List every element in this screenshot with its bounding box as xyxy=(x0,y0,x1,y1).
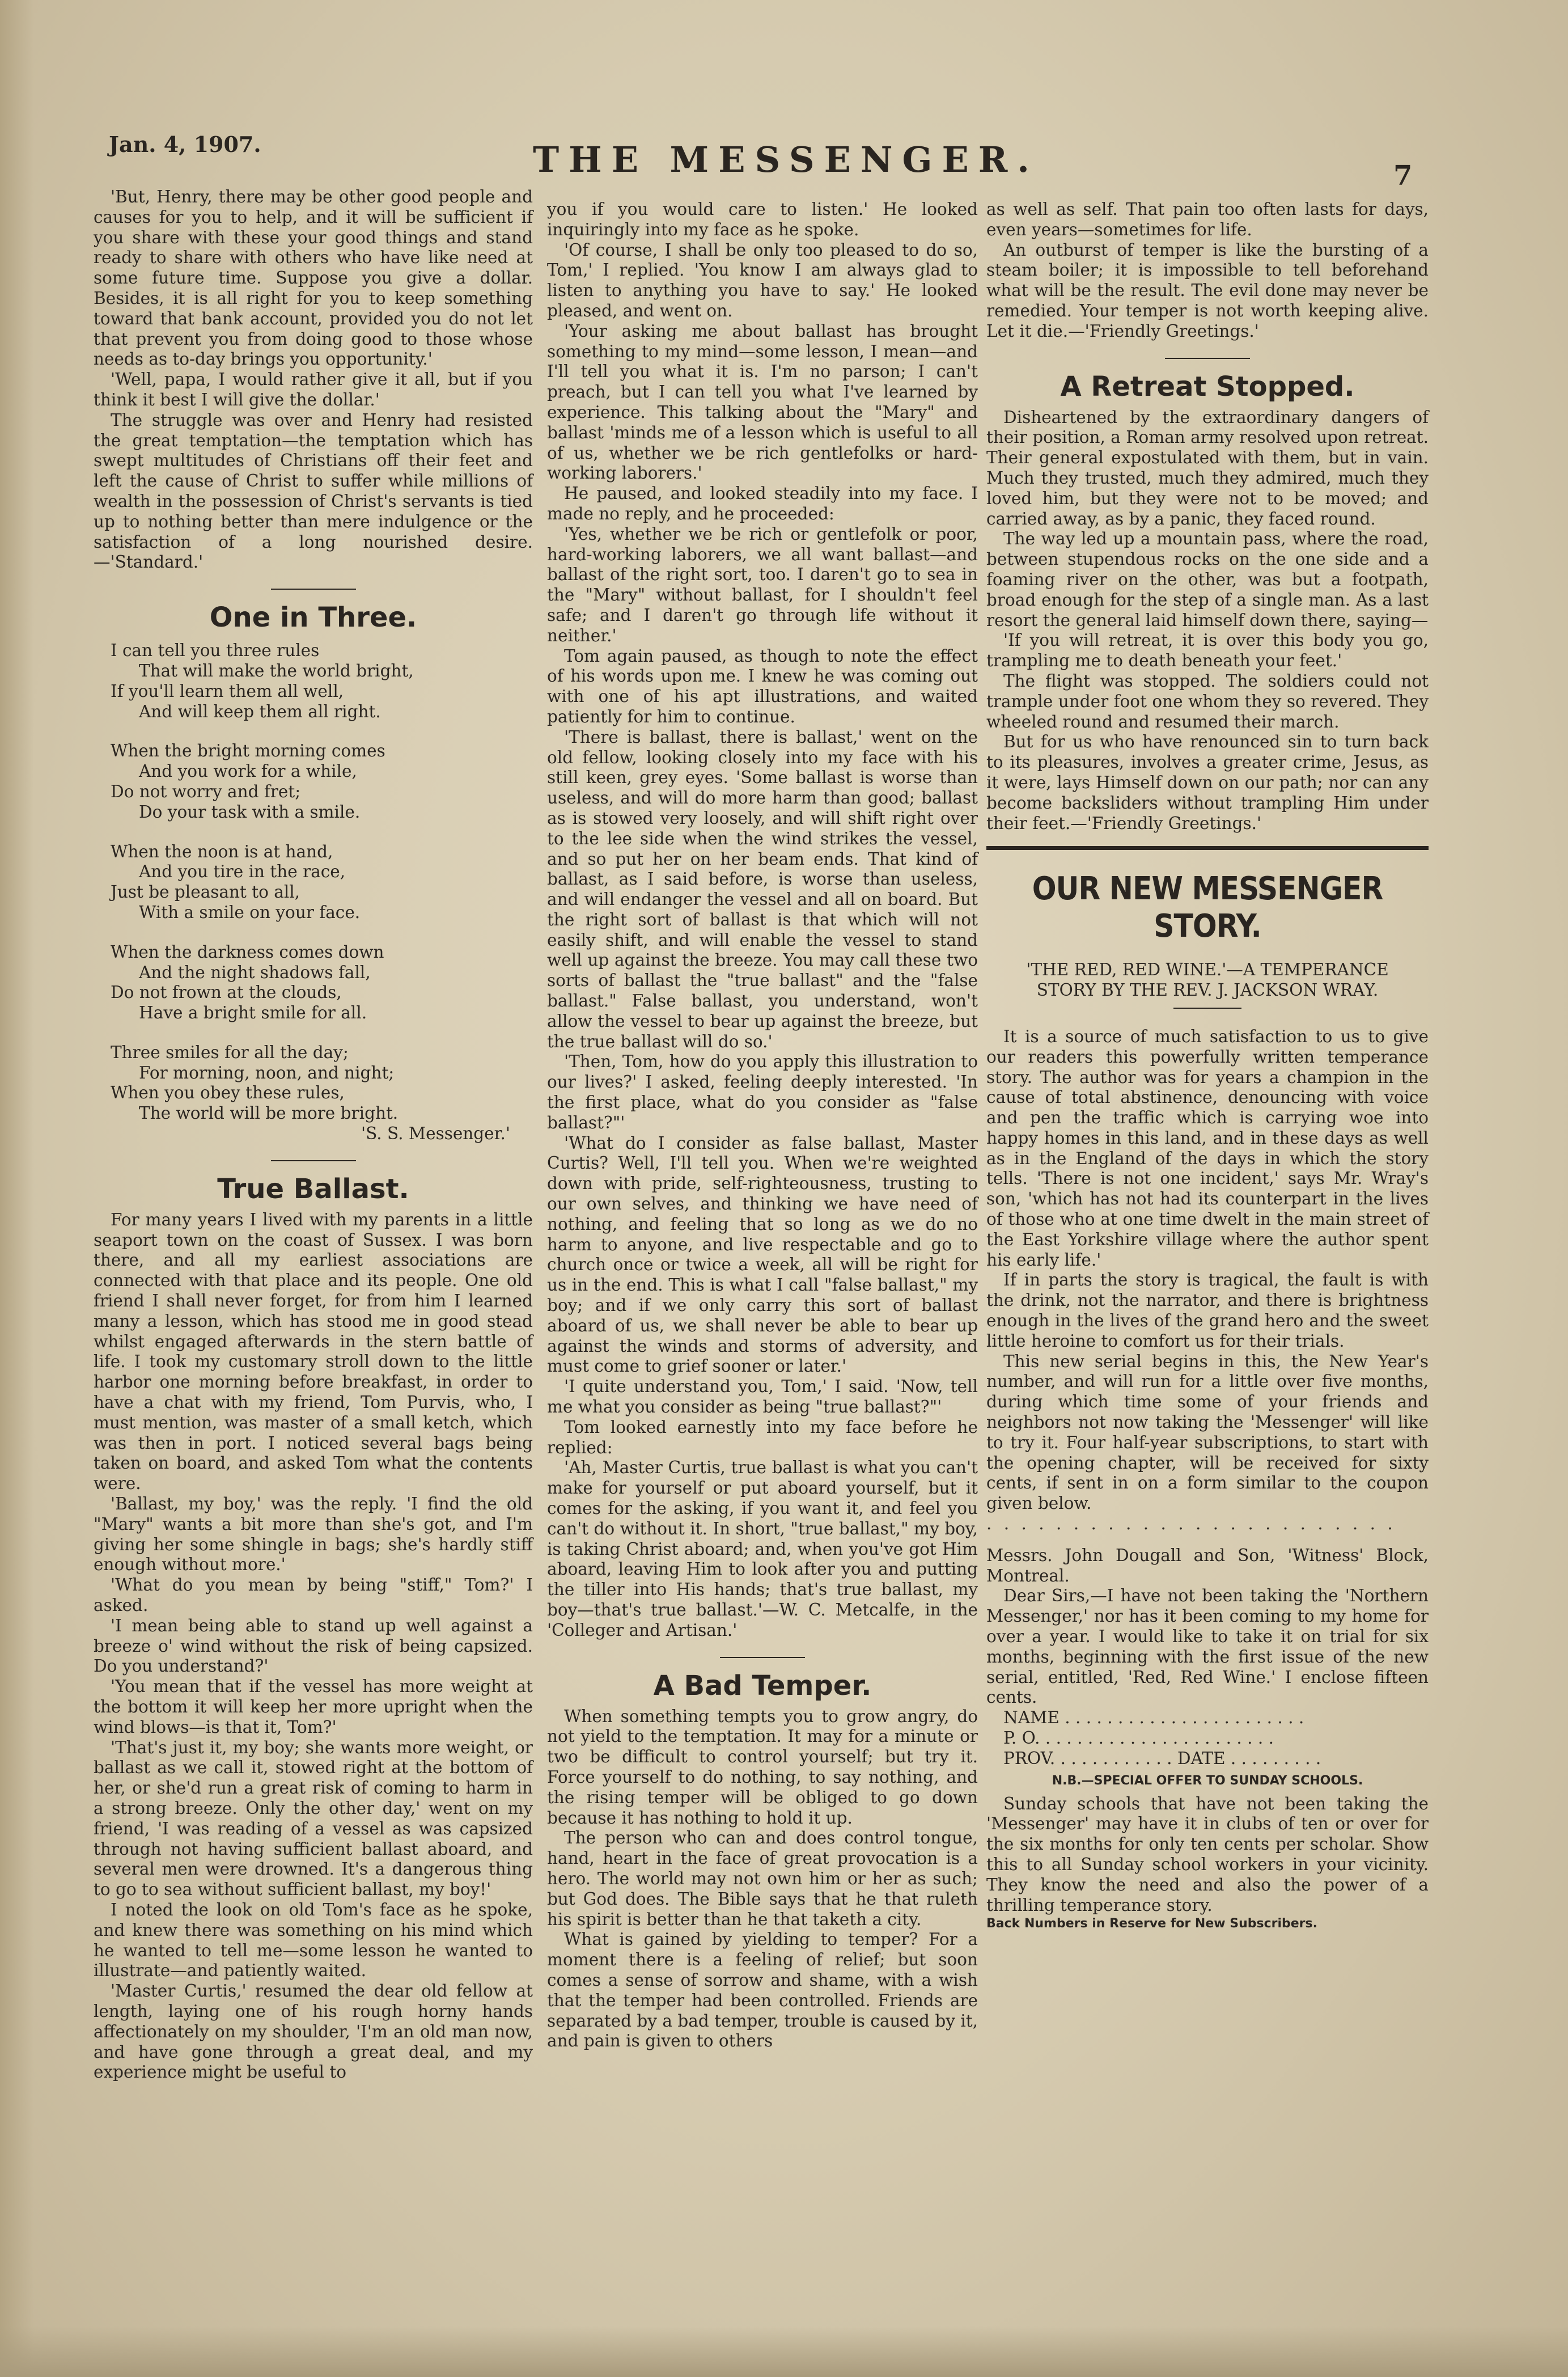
article-paragraph: 'But, Henry, there may be other good people and causes for you to help, and it will be sufficient if you share with these your good things and stand ready to share with others who have like need at some future time. Suppose you give a dollar. Besides, it is all right for you to keep something toward that bank account, provided you do not let that prevent you from doing good to those whose needs as to-day brings you opportunity.' xyxy=(94,187,533,369)
article-paragraph: The way led up a mountain pass, where the road, between stupendous rocks on the one side and a foaming river on the other, was but a footpath, broad enough for the step of a single man. As a last resort the general laid himself down there, saying— xyxy=(986,529,1429,630)
ornamental-divider xyxy=(720,1655,805,1660)
poem-line: That will make the world bright, xyxy=(139,661,414,680)
article-paragraph: 'Of course, I shall be only too pleased to do so, Tom,' I replied. 'You know I am always glad to listen to anything you have to say.' He looked pleased, and went on. xyxy=(547,240,978,320)
coupon-po-field: P. O. . . . . . . . . . . . . . . . . . . . . . . xyxy=(1003,1728,1274,1748)
page-number: 7 xyxy=(1393,160,1413,192)
poem-body xyxy=(111,641,533,1144)
poem-source: 'S. S. Messenger.' xyxy=(361,1124,510,1144)
article-paragraph: An outburst of temper is like the bursting of a steam boiler; it is impossible to tell beforehand what will be the result. The evil done may never be remedied. Your temper is not worth keeping alive. Let it die.—'Friendly Greetings.' xyxy=(986,240,1429,341)
poem-line: When the noon is at hand, xyxy=(111,841,333,861)
article-paragraph: 'What do you mean by being "stiff," Tom?' I asked. xyxy=(94,1575,533,1615)
poem-stanza xyxy=(111,641,533,722)
article-paragraph: 'I mean being able to stand up well against a breeze o' wind without the risk of being capsized. Do you understand?' xyxy=(94,1615,533,1676)
article-title: True Ballast. xyxy=(217,1173,409,1205)
poem-stanza xyxy=(111,1043,533,1124)
poem-line: With a smile on your face. xyxy=(139,902,361,922)
poem-line: Just be pleasant to all, xyxy=(111,882,300,902)
back-numbers-note: Back Numbers in Reserve for New Subscribers. xyxy=(986,1917,1317,1931)
masthead-title: THE MESSENGER. xyxy=(533,139,1039,180)
article-paragraph: 'That's just it, my boy; she wants more weight, or ballast as we call it, stowed right at the bottom of her, or she'd run a great risk of coming to harm in a strong breeze. Only the other day,' went on my friend, 'I was reading of a vessel as was capsized through not having sufficient ballast aboard, and several men were drowned. It's a dangerous thing to go to sea without sufficient ballast, my boy!' xyxy=(94,1737,533,1900)
poem-line: And will keep them all right. xyxy=(139,701,381,721)
article-paragraph: 'Yes, whether we be rich or gentlefolk or poor, hard-working laborers, we all want ballast—and ballast of the right sort, too. I daren't go to sea in the "Mary" without ballast, for I shouldn't feel safe; and I daren't go through life without it neither.' xyxy=(547,524,978,645)
article-paragraph: 'Your asking me about ballast has brought something to my mind—some lesson, I mean—and I'll tell you what it is. I'm no parson; I can't preach, but I can tell you what I've learned by experience. This talking about the "Mary" and ballast 'minds me of a lesson which is useful to all of us, whether we be rich gentlefolks or hard-working laborers.' xyxy=(547,321,978,483)
article-paragraph: He paused, and looked steadily into my face. I made no reply, and he proceeded: xyxy=(547,484,978,523)
article-paragraph: 'Well, papa, I would rather give it all, but if you think it best I will give the dollar.' xyxy=(94,370,533,409)
poem-stanza xyxy=(111,842,533,923)
poem-line: And you work for a while, xyxy=(139,762,357,781)
poem-stanza xyxy=(111,942,533,1023)
coupon-address: Messrs. John Dougall and Son, 'Witness' Block, Montreal. xyxy=(986,1545,1429,1585)
coupon-body: Dear Sirs,—I have not been taking the 'Northern Messenger,' nor has it been coming to my home for over a year. I would like to take it on trial for six months, beginning with the first issue of the new serial, entitled, 'Red, Red Wine.' I enclose fifteen cents. xyxy=(986,1586,1429,1707)
article-paragraph: The struggle was over and Henry had resisted the great temptation—the temptation which has swept multitudes of Christians off their feet and left the cause of Christ to suffer while millions of wealth in the possession of Christ's servants is tied up to nothing better than mere indulgence or the satisfaction of a long nourished desire.—'Standard.' xyxy=(94,410,533,572)
ornamental-divider xyxy=(271,586,356,592)
column-2 xyxy=(547,200,978,2052)
poem-line: When the darkness comes down xyxy=(111,942,384,962)
story-headline: OUR NEW MESSENGER STORY. xyxy=(1032,870,1383,945)
poem-line: And the night shadows fall, xyxy=(139,962,371,982)
offer-heading: N.B.—SPECIAL OFFER TO SUNDAY SCHOOLS. xyxy=(1052,1773,1363,1788)
dotted-separator: . . . . . . . . . . . . . . . . . . . . . . . . xyxy=(986,1514,1396,1534)
story-subhead: 'THE RED, RED WINE.'—A TEMPERANCE STORY BY THE REV. J. JACKSON WRAY. xyxy=(1026,960,1389,1000)
poem-line: Do not frown at the clouds, xyxy=(111,983,342,1003)
article-paragraph: 'Then, Tom, how do you apply this illustration to our lives?' I asked, feeling deeply interested. 'In the first place, what do you consider as "false ballast?"' xyxy=(547,1052,978,1132)
article-paragraph: Tom looked earnestly into my face before he replied: xyxy=(547,1417,978,1457)
offer-text: Sunday schools that have not been taking the 'Messenger' may have it in clubs of ten or over for the six months for only ten cents per scholar. Show this to all Sunday school workers in your vicinity. They know the need and also the power of a thrilling temperance story. xyxy=(986,1794,1429,1915)
poem-line: The world will be more bright. xyxy=(139,1103,399,1123)
article-paragraph: The person who can and does control tongue, hand, heart in the face of great provocation is a hero. The world may not own him or her as such; but God does. The Bible says that he that ruleth his spirit is better than he that taketh a city. xyxy=(547,1828,978,1929)
article-paragraph: 'Master Curtis,' resumed the dear old fellow at length, laying one of his rough horny hands affectionately on my shoulder, 'I'm an old man now, and have gone through a great deal, and my experience might be useful to xyxy=(94,1981,533,2082)
poem-line: And you tire in the race, xyxy=(139,862,346,882)
page-edge-shadow-bottom xyxy=(0,2326,1568,2377)
short-rule xyxy=(1173,1008,1241,1009)
ornamental-divider xyxy=(1165,356,1250,361)
article-paragraph: you if you would care to listen.' He looked inquiringly into my face as he spoke. xyxy=(547,200,978,239)
poem-line: Do not worry and fret; xyxy=(111,781,301,801)
poem-line: Have a bright smile for all. xyxy=(139,1003,367,1023)
article-paragraph: The flight was stopped. The soldiers could not trample under foot one whom they so revered. They wheeled round and resumed their march. xyxy=(986,671,1429,731)
coupon-name-field: NAME . . . . . . . . . . . . . . . . . . . . . . . xyxy=(1003,1708,1304,1728)
article-paragraph: What is gained by yielding to temper? For a moment there is a feeling of relief; but soon comes a sense of sorrow and shame, with a wish that the temper had been controlled. Friends are separated by a bad temper, trouble is caused by it, and pain is given to others xyxy=(547,1930,978,2051)
column-1 xyxy=(94,187,533,2083)
article-paragraph: It is a source of much satisfaction to us to give our readers this powerfully written temperance story. The author was for years a champion in the cause of total abstinence, denouncing with voice and pen the traffic which is carrying woe into happy homes in this land, and in these days as well as in the England of the days in which the story tells. 'There is not one incident,' says Mr. Wray's son, 'which has not had its counterpart in the lives of those who at one time dwelt in the main street of the East Yorkshire village where the author spent his early life.' xyxy=(986,1026,1429,1270)
article-paragraph: 'I quite understand you, Tom,' I said. 'Now, tell me what you consider as being "true ballast?"' xyxy=(547,1377,978,1417)
poem-line: I can tell you three rules xyxy=(111,641,320,661)
article-paragraph: 'If you will retreat, it is over this body you go, trampling me to death beneath your feet.' xyxy=(986,631,1429,671)
poem-line: For morning, noon, and night; xyxy=(139,1063,395,1082)
poem-line: Three smiles for all the day; xyxy=(111,1042,349,1062)
article-title: A Bad Temper. xyxy=(653,1669,872,1702)
article-paragraph: I noted the look on old Tom's face as he spoke, and knew there was something on his mind which he wanted to tell me—some lesson he wanted to illustrate—and patiently waited. xyxy=(94,1900,533,1981)
poem-stanza xyxy=(111,741,533,822)
page-edge-shadow xyxy=(0,0,34,2377)
article-paragraph: 'Ballast, my boy,' was the reply. 'I find the old "Mary" wants a bit more than she's got, and I'm giving her some shingle in bags; she's hardly stiff enough without more.' xyxy=(94,1494,533,1575)
article-paragraph: When something tempts you to grow angry, do not yield to the temptation. It may for a minute or two be difficult to control yourself; but try it. Force yourself to do nothing, to say nothing, and the rising temper will be obliged to go down because it has nothing to hold it up. xyxy=(547,1706,978,1828)
section-rule xyxy=(986,846,1429,850)
article-paragraph: 'Ah, Master Curtis, true ballast is what you can't make for yourself or put aboard yourself, but it comes for the asking, if you want it, and feel you can't do without it. In short, "true ballast," my boy, is taking Christ aboard; and, when you've got Him aboard, leaving Him to look after you and putting the tiller into His hands; that's true ballast, my boy—that's true ballast.'—W. C. Metcalfe, in the 'Colleger and Artisan.' xyxy=(547,1458,978,1640)
column-3 xyxy=(986,200,1429,1932)
article-paragraph: 'What do I consider as false ballast, Master Curtis? Well, I'll tell you. When we're weighted down with pride, self-righteousness, trusting to our own selves, and thinking we have need of nothing, and feeling that so long as we do no harm to anyone, and live respectable and go to church once or twice a week, all will be right for us in the end. This is what I call "false ballast," my boy; and if we only carry this sort of ballast aboard of us, we shall never be able to bear up against the winds and storms of adversity, and must come to grief sooner or later.' xyxy=(547,1133,978,1376)
article-paragraph: This new serial begins in this, the New Year's number, and will run for a little over five months, during which time some of your friends and neighbors not now taking the 'Messenger' will like to try it. Four half-year subscriptions, to start with the opening chapter, will be received for sixty cents, if sent in on a form similar to the coupon given below. xyxy=(986,1351,1429,1513)
article-paragraph: Disheartened by the extraordinary dangers of their position, a Roman army resolved upon retreat. Their general expostulated with them, but in vain. Much they trusted, much they admired, much they loved him, but they were not to be moved; and carried away, as by a panic, they faced round. xyxy=(986,407,1429,528)
issue-date: Jan. 4, 1907. xyxy=(109,132,261,157)
article-paragraph: 'You mean that if the vessel has more weight at the bottom it will keep her more upright when the wind blows—is that it, Tom?' xyxy=(94,1677,533,1737)
coupon-prov-date-field: PROV. . . . . . . . . . . . DATE . . . . . . . . . xyxy=(1003,1748,1321,1768)
poem-title: One in Three. xyxy=(209,602,417,634)
poem-line: When the bright morning comes xyxy=(111,741,385,761)
ornamental-divider xyxy=(271,1158,356,1164)
poem-line: When you obey these rules, xyxy=(111,1083,345,1103)
article-title: A Retreat Stopped. xyxy=(1060,370,1355,403)
article-paragraph: If in parts the story is tragical, the fault is with the drink, not the narrator, and there is brightness enough in the lives of the grand hero and the sweet little heroine to comfort us for their trials. xyxy=(986,1270,1429,1351)
poem-line: Do your task with a smile. xyxy=(139,802,361,822)
article-paragraph: Tom again paused, as though to note the effect of his words upon me. I knew he was coming out with one of his apt illustrations, and waited patiently for him to continue. xyxy=(547,646,978,726)
article-paragraph: But for us who have renounced sin to turn back to its pleasures, involves a greater crime, Jesus, as it were, lays Himself down on our path; nor can any become backsliders without trampling Him under their feet.—'Friendly Greetings.' xyxy=(986,732,1429,833)
poem-line: If you'll learn them all well, xyxy=(111,681,344,701)
article-paragraph: as well as self. That pain too often lasts for days, even years—sometimes for life. xyxy=(986,200,1429,239)
article-paragraph: For many years I lived with my parents in a little seaport town on the coast of Sussex. I was born there, and all my earliest associations are connected with that place and its people. One old friend I shall never forget, for from him I learned many a lesson, which has stood me in good stead whilst engaged afterwards in the stern battle of life. I took my customary stroll down to the little harbor one morning before breakfast, in order to have a chat with my friend, Tom Purvis, who, I must mention, was master of a small ketch, which was then in port. I noticed several bags being taken on board, and asked Tom what the contents were. xyxy=(94,1209,533,1494)
article-paragraph: 'There is ballast, there is ballast,' went on the old fellow, looking closely into my face with his still keen, grey eyes. 'Some ballast is worse than useless, and will do more harm than good; ballast as is stowed very loosely, and will shift right over to the lee side when the wind strikes the vessel, and so put her on her beam ends. That kind of ballast, as I said before, is worse than useless, and will endanger the vessel and all on board. But the right sort of ballast is that which will not easily shift, and will enable the vessel to stand well up against the breeze. You may call these two sorts of ballast the "true ballast" and the "false ballast." False ballast, you understand, won't allow the vessel to bear up against the breeze, but the true ballast will do so.' xyxy=(547,727,978,1051)
